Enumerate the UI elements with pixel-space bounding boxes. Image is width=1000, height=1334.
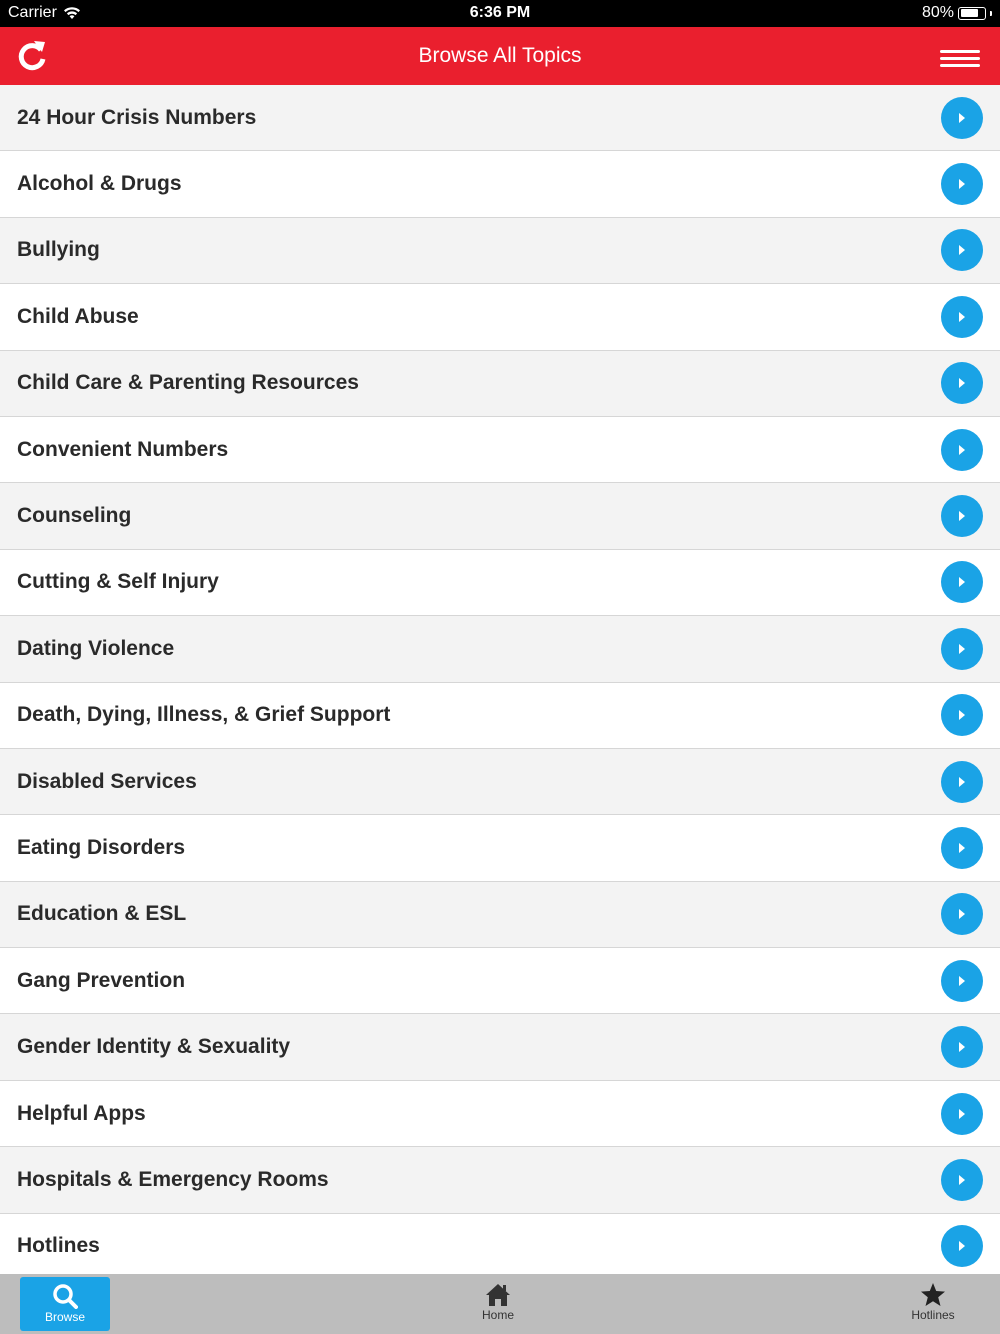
topic-row[interactable] xyxy=(0,218,1000,284)
tab-home-label: Home xyxy=(481,1308,514,1322)
topic-row[interactable] xyxy=(0,483,1000,549)
topic-label: Eating Disorders xyxy=(17,835,186,859)
status-right xyxy=(922,4,992,22)
chevron-right-icon xyxy=(957,1041,967,1053)
topic-open-button[interactable] xyxy=(941,163,983,205)
chevron-right-icon xyxy=(957,1174,967,1186)
topic-label: Gender Identity & Sexuality xyxy=(17,1035,291,1059)
topic-row[interactable] xyxy=(0,284,1000,350)
chevron-right-icon xyxy=(957,510,967,522)
topic-open-button[interactable] xyxy=(941,495,983,537)
topic-row[interactable] xyxy=(0,1014,1000,1080)
topic-row[interactable] xyxy=(0,1147,1000,1213)
chevron-right-icon xyxy=(957,576,967,588)
topic-label: Counseling xyxy=(17,504,132,528)
topic-row[interactable] xyxy=(0,1214,1000,1274)
tab-hotlines-label: Hotlines xyxy=(911,1308,955,1322)
wifi-icon xyxy=(63,6,81,20)
topic-label: Education & ESL xyxy=(17,902,187,926)
topic-row[interactable] xyxy=(0,550,1000,616)
chevron-right-icon xyxy=(957,776,967,788)
topic-row[interactable] xyxy=(0,815,1000,881)
topic-open-button[interactable] xyxy=(941,1159,983,1201)
topic-row[interactable] xyxy=(0,417,1000,483)
topic-label: Child Care & Parenting Resources xyxy=(17,371,359,395)
topic-open-button[interactable] xyxy=(941,628,983,670)
topic-open-button[interactable] xyxy=(941,1225,983,1267)
hamburger-menu-icon-bar xyxy=(940,57,980,60)
topic-open-button[interactable] xyxy=(941,827,983,869)
search-icon xyxy=(52,1283,78,1309)
topic-row[interactable] xyxy=(0,683,1000,749)
chevron-right-icon xyxy=(957,244,967,256)
chevron-right-icon xyxy=(957,377,967,389)
topic-open-button[interactable] xyxy=(941,960,983,1002)
topic-row[interactable] xyxy=(0,85,1000,151)
topic-open-button[interactable] xyxy=(941,362,983,404)
topic-label: Alcohol & Drugs xyxy=(17,172,182,196)
page-title: Browse All Topics xyxy=(418,44,582,67)
tab-bar xyxy=(0,1274,1000,1334)
status-time: 6:36 PM xyxy=(469,4,531,21)
chevron-right-icon xyxy=(957,643,967,655)
battery-tip xyxy=(990,11,992,16)
topic-open-button[interactable] xyxy=(941,561,983,603)
chevron-right-icon xyxy=(957,178,967,190)
topic-open-button[interactable] xyxy=(941,429,983,471)
topic-open-button[interactable] xyxy=(941,97,983,139)
tab-browse[interactable] xyxy=(20,1277,110,1331)
chevron-right-icon xyxy=(957,112,967,124)
topic-open-button[interactable] xyxy=(941,229,983,271)
nav-header xyxy=(0,27,1000,85)
tab-browse-label: Browse xyxy=(44,1310,85,1324)
topic-open-button[interactable] xyxy=(941,893,983,935)
tab-hotlines[interactable] xyxy=(888,1277,978,1331)
topic-row[interactable] xyxy=(0,616,1000,682)
chevron-right-icon xyxy=(957,842,967,854)
star-icon xyxy=(920,1283,946,1307)
status-bar xyxy=(0,0,1000,27)
menu-button[interactable] xyxy=(940,50,980,72)
battery-fill xyxy=(961,9,979,17)
chevron-right-icon xyxy=(957,1108,967,1120)
topic-label: Gang Prevention xyxy=(17,968,186,992)
topic-label: Disabled Services xyxy=(17,769,197,793)
topic-row[interactable] xyxy=(0,1081,1000,1147)
chevron-right-icon xyxy=(957,709,967,721)
home-icon xyxy=(485,1283,511,1307)
battery-icon xyxy=(958,7,986,20)
chevron-right-icon xyxy=(957,908,967,920)
topic-open-button[interactable] xyxy=(941,694,983,736)
topic-row[interactable] xyxy=(0,948,1000,1014)
hamburger-menu-icon-bar xyxy=(940,64,980,67)
chevron-right-icon xyxy=(957,975,967,987)
topic-label: Convenient Numbers xyxy=(17,437,229,461)
carrier-label: Carrier xyxy=(8,4,57,21)
chevron-right-icon xyxy=(957,444,967,456)
topic-open-button[interactable] xyxy=(941,296,983,338)
tab-home[interactable] xyxy=(453,1277,543,1331)
topic-label: Cutting & Self Injury xyxy=(17,570,219,594)
topic-label: Child Abuse xyxy=(17,304,139,328)
topic-label: Death, Dying, Illness, & Grief Support xyxy=(17,703,391,727)
topic-row[interactable] xyxy=(0,882,1000,948)
topic-open-button[interactable] xyxy=(941,1026,983,1068)
topic-label: Hospitals & Emergency Rooms xyxy=(17,1167,329,1191)
topic-row[interactable] xyxy=(0,351,1000,417)
chevron-right-icon xyxy=(957,1240,967,1252)
topic-open-button[interactable] xyxy=(941,761,983,803)
topic-label: Dating Violence xyxy=(17,636,175,660)
topic-row[interactable] xyxy=(0,151,1000,217)
topic-label: Helpful Apps xyxy=(17,1101,146,1125)
topic-label: 24 Hour Crisis Numbers xyxy=(17,105,257,129)
topic-label: Hotlines xyxy=(17,1234,100,1258)
topic-open-button[interactable] xyxy=(941,1093,983,1135)
topic-label: Bullying xyxy=(17,238,100,262)
chevron-right-icon xyxy=(957,311,967,323)
hamburger-menu-icon xyxy=(940,50,980,53)
topic-row[interactable] xyxy=(0,749,1000,815)
battery-percent: 80% xyxy=(921,4,954,21)
topic-list xyxy=(0,85,1000,1274)
status-left xyxy=(8,4,81,22)
